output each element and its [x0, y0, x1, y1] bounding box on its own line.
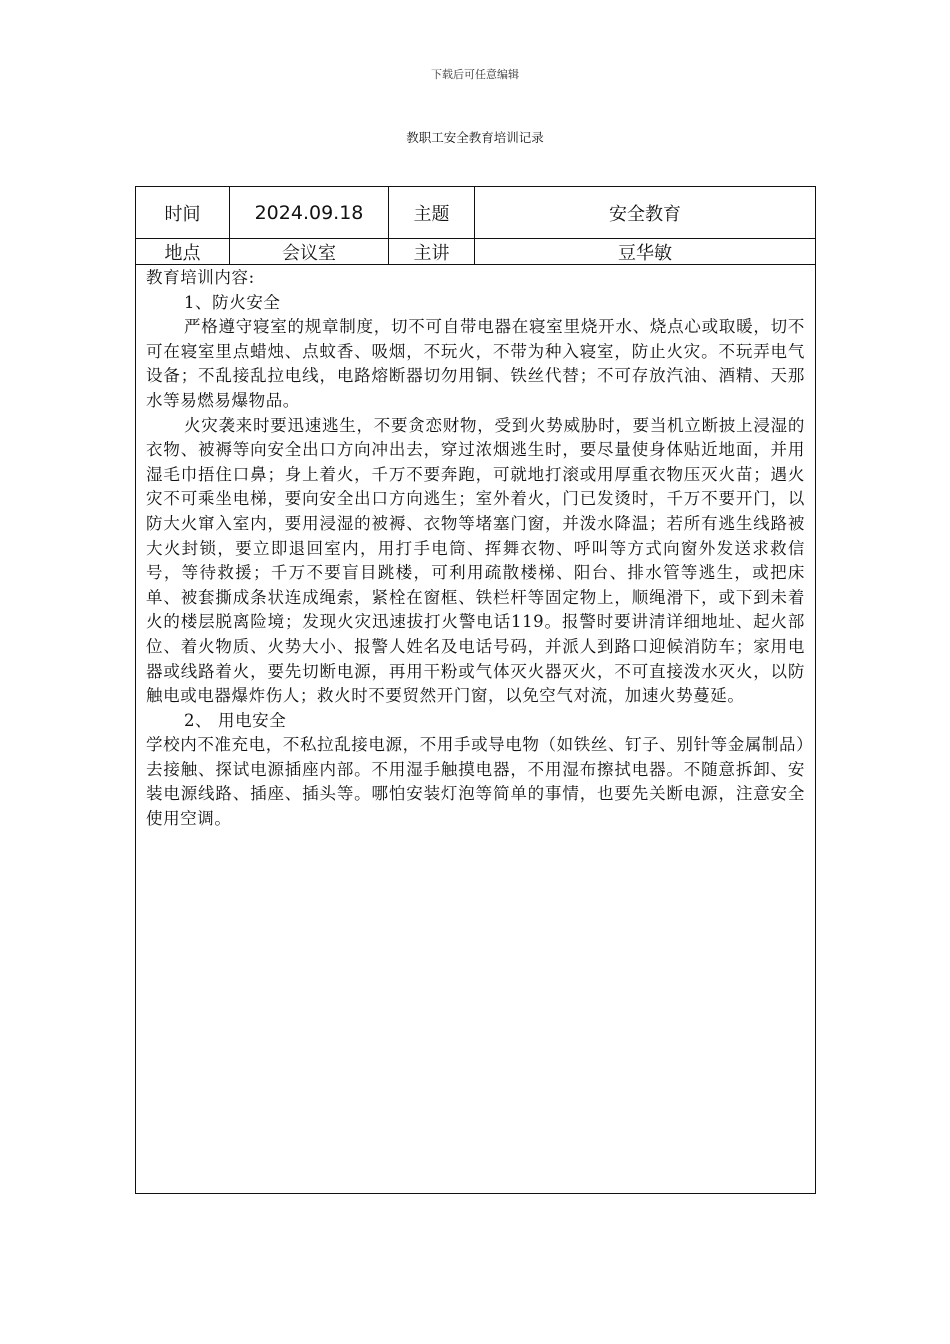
time-label: 时间 — [136, 187, 230, 238]
speaker-value: 豆华敏 — [618, 242, 672, 264]
section-electrical-safety-title: 2、 用电安全 — [183, 710, 287, 730]
record-row-place-speaker — [136, 239, 815, 265]
topic-label: 主题 — [389, 187, 475, 238]
content-heading: 教育培训内容: — [146, 268, 255, 287]
record-row-time-topic — [136, 187, 815, 239]
fire-safety-paragraph-2: 火灾袭来时要迅速逃生，不要贪恋财物，受到火势威胁时，要当机立断披上浸湿的衣物、被褥等向安全出口方向冲出去，穿过浓烟逃生时，要尽量使身体贴近地面，并用湿毛巾捂住口鼻；身上着火，千万不要奔跑，可就地打滚或用厚重衣物压灭火苗；遇火灾不可乘坐电梯，要向安全出口方向逃生；室外着火，门已发烫时，千万不要开门，以防大火窜入室内，要用浸湿的被褥、衣物等堵塞门窗，并泼水降温；若所有逃生线路被大火封锁，要立即退回室内，用打手电筒、挥舞衣物、呼叫等方式向窗外发送求救信号，等待救援；千万不要盲目跳楼，可利用疏散楼梯、阳台、排水管等逃生，或把床单、被套撕成条状连成绳索，紧栓在窗框、铁栏杆等固定物上，顺绳滑下，或下到未着火的楼层脱离险境；发现火灾迅速拔打火警电话119。报警时要讲清详细地址、起火部位、着火物质、火势大小、报警人姓名及电话号码，并派人到路口迎候消防车；家用电器或线路着火，要先切断电源，再用干粉或气体灭火器灭火，不可直接泼水灭火，以防触电或电器爆炸伤人；救火时不要贸然开门窗，以免空气对流，加速火势蔓延。 — [146, 415, 805, 706]
topic-value: 安全教育 — [609, 203, 681, 225]
electrical-safety-paragraph: 学校内不准充电，不私拉乱接电源，不用手或导电物（如铁丝、钉子、别针等金属制品）去接触、探试电源插座内部。不用湿手触摸电器，不用湿布擦拭电器。不随意拆卸、安装电源线路、插座、插头等。哪怕安装灯泡等简单的事情，也要先关断电源，注意安全使用空调。 — [146, 735, 805, 829]
header-note: 下载后可任意编辑 — [431, 68, 519, 81]
training-content — [136, 265, 815, 832]
time-value: 2024.09.18 — [230, 187, 389, 238]
speaker-label: 主讲 — [389, 239, 475, 264]
place-value: 会议室 — [230, 239, 389, 264]
fire-safety-paragraph-1: 严格遵守寝室的规章制度，切不可自带电器在寝室里烧开水、烧点心或取暖，切不可在寝室里点蜡烛、点蚊香、吸烟，不玩火，不带为种入寝室，防止火灾。不玩弄电气设备；不乱接乱拉电线，电路熔断器切勿用铜、铁丝代替；不可存放汽油、酒精、天那水等易燃易爆物品。 — [146, 317, 805, 410]
section-fire-safety-title: 1、防火安全 — [183, 292, 281, 312]
training-record-table — [135, 186, 816, 1194]
document-title: 教职工安全教育培训记录 — [406, 130, 544, 145]
place-label: 地点 — [136, 239, 230, 264]
